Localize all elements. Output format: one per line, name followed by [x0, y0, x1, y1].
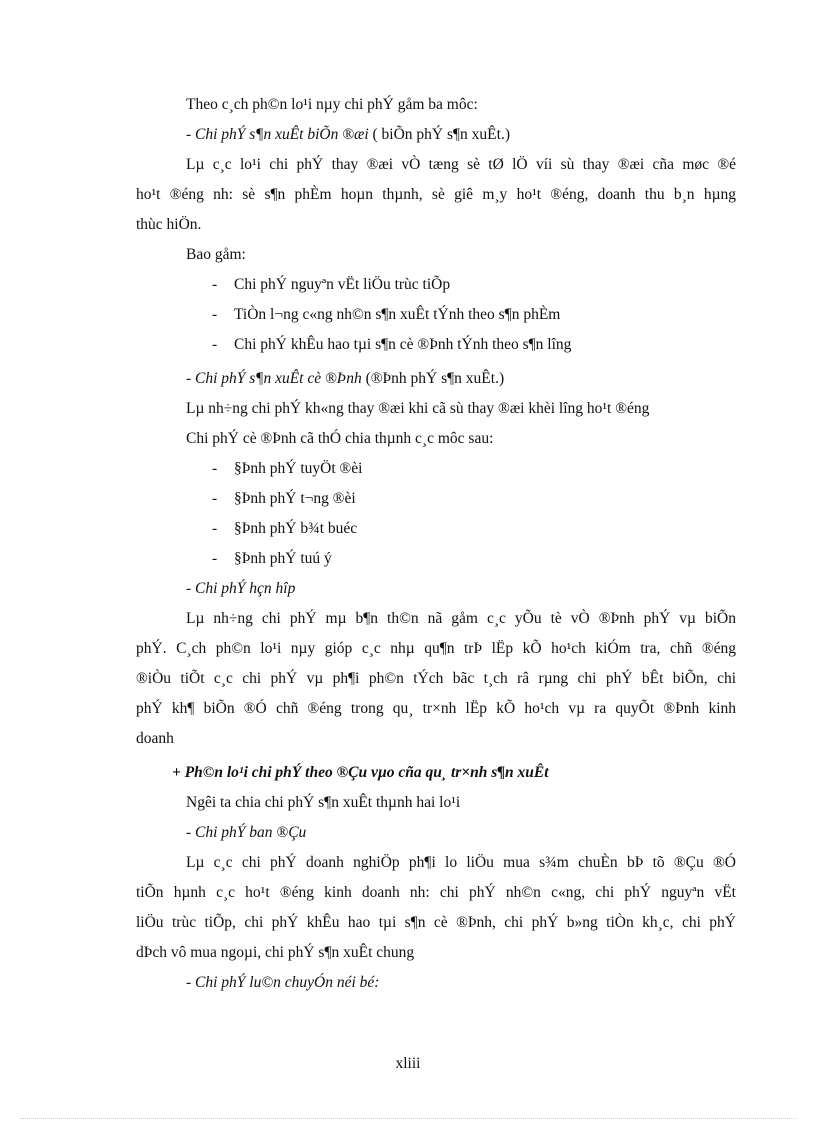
paragraph-line: tiÕn hµnh c¸c ho¹t ®éng kinh doanh nh: chi phÝ nh©n c«ng, chi phÝ nguyªn vËt — [136, 884, 736, 901]
paragraph-line: Bao gåm: — [186, 246, 246, 263]
paragraph-line: dÞch vô mua ngoµi, chi phÝ s¶n xuÊt chung — [136, 944, 415, 961]
paragraph-line: ®iÒu tiÕt c¸c chi phÝ vµ ph¶i ph©n tÝch bãc t¸ch râ rµng chi phÝ bÊt biÕn, chi — [136, 670, 736, 687]
list-item — [212, 335, 571, 355]
paragraph-line: liÖu trùc tiÕp, chi phÝ khÊu hao tµi s¶n cè ®Þnh, chi phÝ b»ng tiÒn kh¸c, chi phÝ — [136, 914, 736, 931]
heading-line — [186, 125, 510, 145]
list-item-label: Chi phÝ khÊu hao tµi s¶n cè ®Þnh tÝnh theo s¶n lîng — [234, 336, 572, 353]
list-item — [212, 275, 450, 295]
bullet-dash: - — [212, 336, 218, 353]
paragraph-line: Lµ c¸c lo¹i chi phÝ thay ®æi vÒ tæng sè tØ lÖ víi sù thay ®æi cña møc ®é — [186, 156, 736, 173]
list-item — [212, 459, 362, 479]
paragraph-line: Lµ nh÷ng chi phÝ kh«ng thay ®æi khi cã sù thay ®æi khèi lîng ho¹t ®éng — [186, 400, 650, 417]
paragraph-line: ho¹t ®éng nh: sè s¶n phÈm hoµn thµnh, sè giê m¸y ho¹t ®éng, doanh thu b¸n hµng — [136, 186, 736, 203]
list-item-label: §Þnh phÝ b¾t buéc — [234, 520, 358, 537]
paragraph-line: Lµ nh÷ng chi phÝ mµ b¶n th©n nã gåm c¸c yÕu tè vÒ ®Þnh phÝ vµ biÕn — [186, 610, 736, 627]
variable-cost-heading: - Chi phÝ s¶n xuÊt biÕn ®æi — [186, 126, 369, 143]
heading-line — [186, 369, 504, 389]
mixed-cost-heading: - Chi phÝ hçn hîp — [186, 580, 296, 597]
page-edge-divider — [20, 1118, 796, 1119]
paragraph-line: Lµ c¸c chi phÝ doanh nghiÖp ph¶i lo liÖu mua s¾m chuÈn bÞ tõ ®Çu ®Ó — [186, 854, 736, 871]
page-number: xliii — [395, 1055, 421, 1072]
list-item-label: §Þnh phÝ t¬ng ®èi — [234, 490, 356, 507]
bullet-dash: - — [212, 306, 218, 323]
list-item-label: §Þnh phÝ tuú ý — [234, 550, 332, 567]
paragraph-line: phÝ kh¶ biÕn ®Ó chñ ®éng trong qu¸ tr×nh lËp kÕ ho¹ch vµ ra quyÕt ®Þnh kinh — [136, 700, 736, 717]
paragraph-line: phÝ. C¸ch ph©n lo¹i nµy gióp c¸c nhµ qu¶n trÞ lËp kÕ ho¹ch kiÓm tra, chñ ®éng — [136, 640, 736, 657]
bullet-dash: - — [212, 520, 218, 537]
fixed-cost-heading: - Chi phÝ s¶n xuÊt cè ®Þnh — [186, 370, 362, 387]
paragraph-line: thùc hiÖn. — [136, 216, 202, 233]
list-item-label: Chi phÝ nguyªn vËt liÖu trùc tiÕp — [234, 276, 451, 293]
list-item-label: §Þnh phÝ tuyÖt ®èi — [234, 460, 363, 477]
fixed-cost-note: (®Þnh phÝ s¶n xuÊt.) — [361, 370, 505, 387]
initial-cost-heading: - Chi phÝ ban ®Çu — [186, 824, 307, 841]
variable-cost-note: ( biÕn phÝ s¶n xuÊt.) — [368, 126, 510, 143]
list-item-label: TiÒn l¬ng c«ng nh©n s¶n xuÊt tÝnh theo s¶n phÈm — [234, 306, 561, 323]
section-heading: + Ph©n lo¹i chi phÝ theo ®Çu vµo cña qu¸ tr×nh s¶n xuÊt — [172, 764, 549, 781]
bullet-dash: - — [212, 276, 218, 293]
list-item — [212, 489, 356, 509]
paragraph-line: Chi phÝ cè ®Þnh cã thÓ chia thµnh c¸c môc sau: — [186, 430, 494, 447]
list-item — [212, 519, 357, 539]
paragraph-line: Theo c¸ch ph©n lo¹i nµy chi phÝ gåm ba môc: — [186, 96, 478, 113]
list-item — [212, 549, 332, 569]
bullet-dash: - — [212, 550, 218, 567]
bullet-dash: - — [212, 490, 218, 507]
internal-transfer-cost-heading: - Chi phÝ lu©n chuyÓn néi bé: — [186, 974, 380, 991]
bullet-dash: - — [212, 460, 218, 477]
paragraph-line: doanh — [136, 730, 174, 747]
paragraph-line: Ngêi ta chia chi phÝ s¶n xuÊt thµnh hai lo¹i — [186, 794, 461, 811]
list-item — [212, 305, 560, 325]
